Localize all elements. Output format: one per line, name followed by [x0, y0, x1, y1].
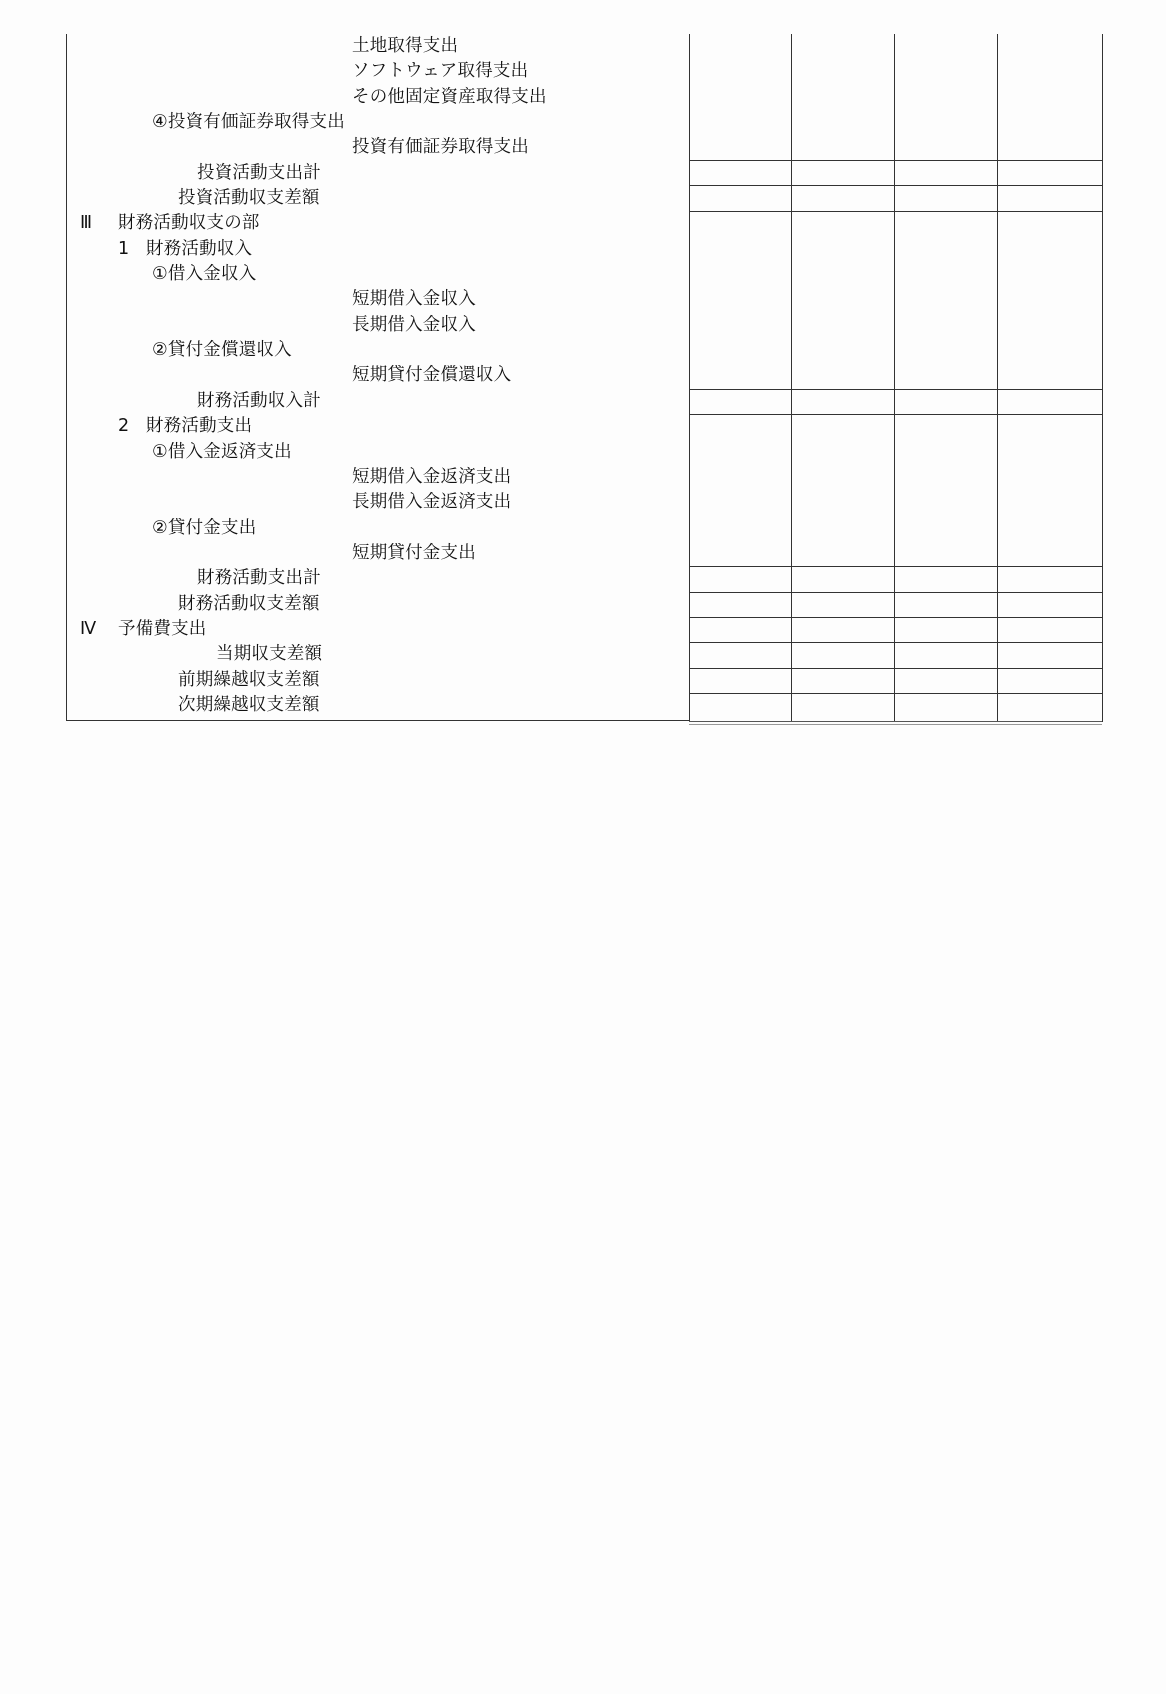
section-numeral: Ⅲ [80, 213, 93, 233]
row-investment-securities: 投資有価証券取得支出 [352, 137, 529, 157]
row-financing-balance: 財務活動収支差額 [178, 594, 320, 614]
row-rule [690, 185, 1102, 186]
grid-bottom-border [689, 721, 1102, 725]
item-number: 1 [118, 239, 130, 259]
row-rule [690, 414, 1102, 415]
amount-grid [689, 34, 1103, 722]
section-reserve: Ⅳ 予備費支出 [80, 619, 207, 639]
row-investment-balance: 投資活動収支差額 [178, 188, 320, 208]
row-next-carryover: 次期繰越収支差額 [178, 695, 320, 715]
row-short-term-borrowing-repayment: 短期借入金返済支出 [352, 467, 512, 487]
row-loan-repayment-income-header: ②貸付金償還収入 [152, 340, 292, 360]
row-rule [690, 211, 1102, 212]
row-financing-income-total: 財務活動収入計 [197, 391, 321, 411]
row-short-term-borrowing: 短期借入金収入 [352, 289, 476, 309]
row-financing-income-header: 1 財務活動収入 [118, 239, 253, 259]
row-land-acquisition: 土地取得支出 [352, 36, 459, 56]
row-short-term-loan: 短期貸付金支出 [352, 543, 476, 563]
row-software-acquisition: ソフトウェア取得支出 [352, 61, 529, 81]
column-divider [997, 34, 998, 722]
account-labels [0, 0, 690, 730]
row-rule [690, 566, 1102, 567]
row-loan-expenditure-header: ②貸付金支出 [152, 518, 257, 538]
row-current-balance: 当期収支差額 [216, 644, 323, 664]
row-short-term-loan-repayment: 短期貸付金償還収入 [352, 365, 512, 385]
section-numeral: Ⅳ [80, 619, 97, 639]
row-investment-securities-header: ④投資有価証券取得支出 [152, 112, 345, 132]
row-rule [690, 617, 1102, 618]
row-rule [690, 592, 1102, 593]
item-number: 2 [118, 416, 130, 436]
row-financing-expenditure-header: 2 財務活動支出 [118, 416, 253, 436]
row-borrowing-repayment-header: ①借入金返済支出 [152, 442, 292, 462]
row-rule [690, 389, 1102, 390]
row-rule [690, 160, 1102, 161]
row-borrowing-income-header: ①借入金収入 [152, 264, 257, 284]
row-rule [690, 642, 1102, 643]
row-other-fixed-assets: その他固定資産取得支出 [352, 87, 547, 107]
row-prior-carryover: 前期繰越収支差額 [178, 670, 320, 690]
row-rule [690, 693, 1102, 694]
column-divider [791, 34, 792, 722]
row-long-term-borrowing: 長期借入金収入 [352, 315, 476, 335]
row-rule [690, 668, 1102, 669]
column-divider [894, 34, 895, 722]
row-long-term-borrowing-repayment: 長期借入金返済支出 [352, 492, 512, 512]
row-investment-expenditure-total: 投資活動支出計 [197, 163, 321, 183]
section-financing: Ⅲ 財務活動収支の部 [80, 213, 260, 233]
row-financing-expenditure-total: 財務活動支出計 [197, 568, 321, 588]
